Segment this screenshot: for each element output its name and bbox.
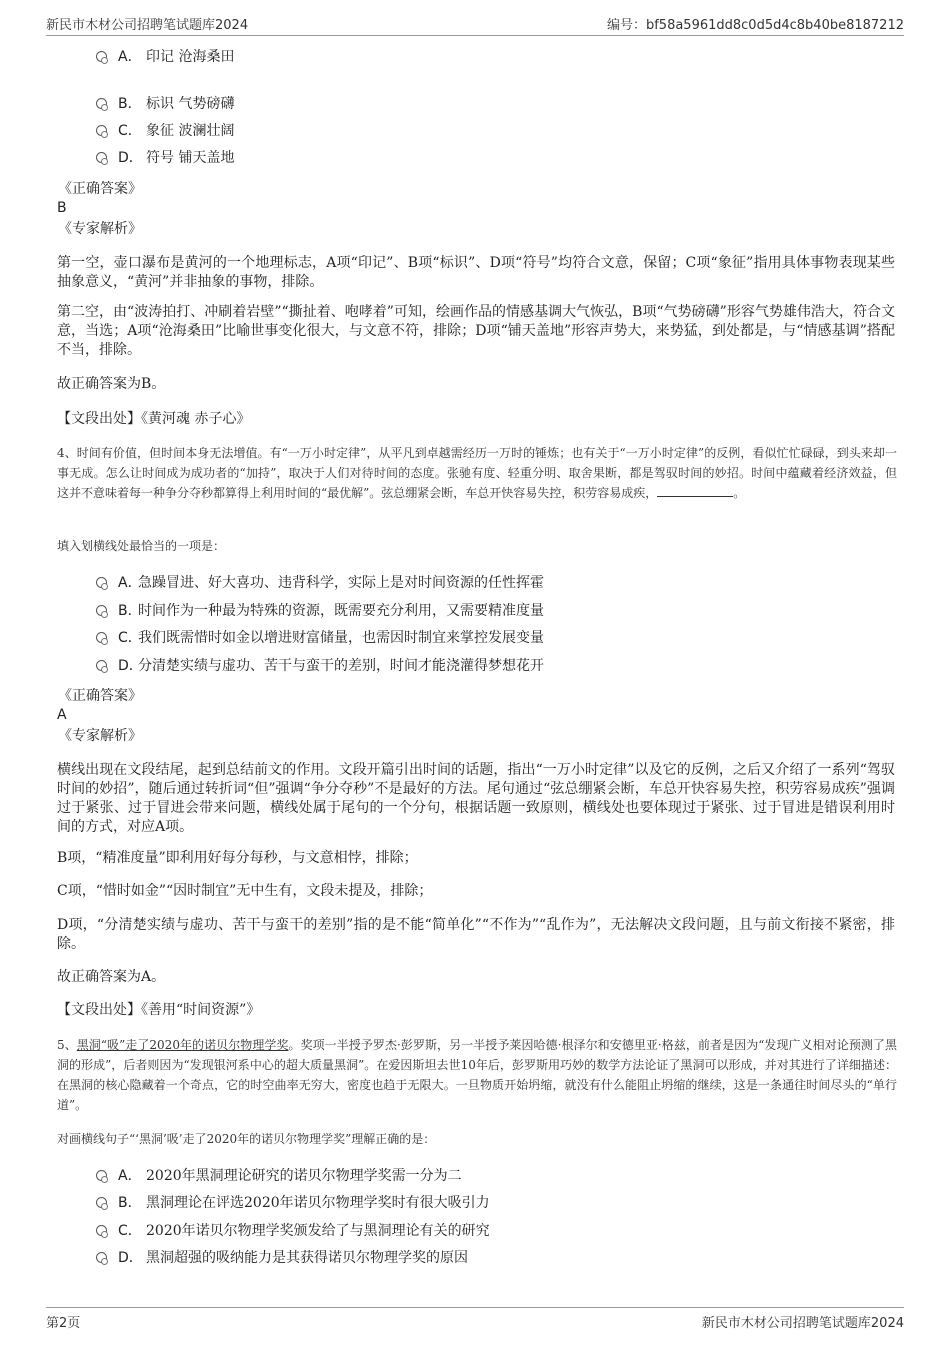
q4-analysis-conclusion: 故正确答案为A。 [57, 969, 166, 985]
q4-analysis-label: 《专家解析》 [58, 728, 142, 744]
q4-source: 【文段出处】《善用“时间资源”》 [57, 1002, 261, 1018]
page-number: 第2页 [46, 1316, 81, 1331]
q4-stem-text: 时间有价值，但时间本身无法增值。有“一万小时定律”，从平凡到卓越需经历一万时的锤炼；也有关于“一万小时定律”的反例，看似忙忙碌碌，到头来却一事无成。怎么让时间成为成功者的“加持”，取决于人们对待时间的态度。张驰有度、轻重分明、取舍果断，都是驾驭时间的妙招。时间中蕴藏着经济效益，但这并不意味着每一种争分夺秒都算得上利用时间的“最优解”。弦总绷紧会断，车总开快容易失控，积劳容易成疾， [57, 446, 898, 500]
q3-analysis-label: 《专家解析》 [58, 221, 142, 237]
q4-stem-end: 。 [733, 486, 746, 500]
radio-icon[interactable] [96, 1170, 107, 1181]
radio-icon[interactable] [96, 125, 107, 136]
q5-number: 5、 [57, 1038, 77, 1052]
q4-analysis-b: B项，“精准度量”即利用好每分每秒，与文意相悖，排除； [57, 850, 418, 866]
q4-stem [57, 443, 897, 503]
footer-divider [46, 1307, 904, 1308]
q3-answer: B [57, 200, 67, 216]
header-title: 新民市木材公司招聘笔试题库2024 [46, 18, 249, 33]
q4-prompt: 填入划横线处最恰当的一项是： [57, 539, 226, 553]
q5-stem [57, 1035, 897, 1115]
q4-analysis-c: C项，“惜时如金”“因时制宜”无中生有，文段未提及，排除； [57, 883, 433, 899]
q4-analysis-d: D项，“分清楚实绩与虚功、苦干与蛮干的差别”指的是不能“简单化”“不作为”“乱作为”，无法解决文段问题，且与前文衔接不紧密，排除。 [57, 917, 895, 952]
q3-answer-label: 《正确答案》 [58, 181, 142, 197]
q5-underlined-sentence: 黑洞“吸”走了2020年的诺贝尔物理学奖 [76, 1038, 289, 1052]
radio-icon[interactable] [96, 632, 107, 643]
q5-stem-text: 。奖项一半授予罗杰·彭罗斯，另一半授予莱因哈德·根泽尔和安德里亚·格兹，前者是因为“发现广义相对论预测了黑洞的形成”，后者则因为“发现银河系中心的超大质量黑洞”。在爱因斯坦去世10年后，彭罗斯用巧妙的数学方法论证了黑洞可以形成，并对其进行了详细描述：在黑洞的核心隐藏着一个奇点，它的时空曲率无穷大，密度也趋于无限大。一旦物质开始坍缩，就没有什么能阻止坍缩的继续，这是一条通往时间尽头的“单行道”。 [57, 1038, 897, 1112]
radio-icon[interactable] [96, 51, 107, 62]
radio-icon[interactable] [96, 152, 107, 163]
q4-answer: A [57, 707, 67, 723]
radio-icon[interactable] [96, 605, 107, 616]
q5-prompt: 对画横线句子“‘黑洞’吸’走了2020年的诺贝尔物理学奖”理解正确的是： [57, 1132, 436, 1146]
footer-title: 新民市木材公司招聘笔试题库2024 [701, 1316, 904, 1331]
q4-blank [657, 486, 733, 497]
q4-answer-label: 《正确答案》 [58, 688, 142, 704]
header-doc-id: 编号：bf58a5961dd8c0d5d4c8b40be8187212 [606, 18, 904, 33]
q4-number: 4、 [57, 446, 77, 460]
radio-icon[interactable] [96, 577, 107, 588]
q3-analysis-conclusion: 故正确答案为B。 [57, 376, 166, 392]
radio-icon[interactable] [96, 1252, 107, 1263]
q3-source: 【文段出处】《黄河魂 赤子心》 [57, 411, 251, 427]
radio-icon[interactable] [96, 1197, 107, 1208]
q4-analysis-para-1: 横线出现在文段结尾，起到总结前文的作用。文段开篇引出时间的话题，指出“一万小时定律”以及它的反例，之后又介绍了一系列“驾驭时间的妙招”，随后通过转折词“但”强调“争分夺秒”不是最好的方法。尾句通过“弦总绷紧会断，车总开快容易失控，积劳容易成疾”强调过于紧张、过于冒进会带来问题，横线处属于尾句的一个分句，根据话题一致原则，横线处也要体现过于紧张、过于冒进是错误利用时间的方式，对应A项。 [57, 762, 895, 835]
header-divider [46, 35, 904, 36]
radio-icon[interactable] [96, 98, 107, 109]
q3-analysis-para-2: 第二空，由“波涛拍打、冲刷着岩壁”“撕扯着、咆哮着”可知，绘画作品的情感基调大气恢弘，B项“气势磅礴”形容气势雄伟浩大，符合文意，当选；A项“沧海桑田”比喻世事变化很大，与文意不符，排除；D项“铺天盖地”形容声势大，来势猛，到处都是，与“情感基调”搭配不当，排除。 [57, 304, 895, 358]
page-header [46, 14, 904, 32]
q3-analysis-para-1: 第一空，壶口瀑布是黄河的一个地理标志，A项“印记”、B项“标识”、D项“符号”均符合文意，保留；C项“象征”指用具体事物表现某些抽象意义，“黄河”并非抽象的事物，排除。 [57, 255, 895, 290]
radio-icon[interactable] [96, 1225, 107, 1236]
radio-icon[interactable] [96, 660, 107, 671]
